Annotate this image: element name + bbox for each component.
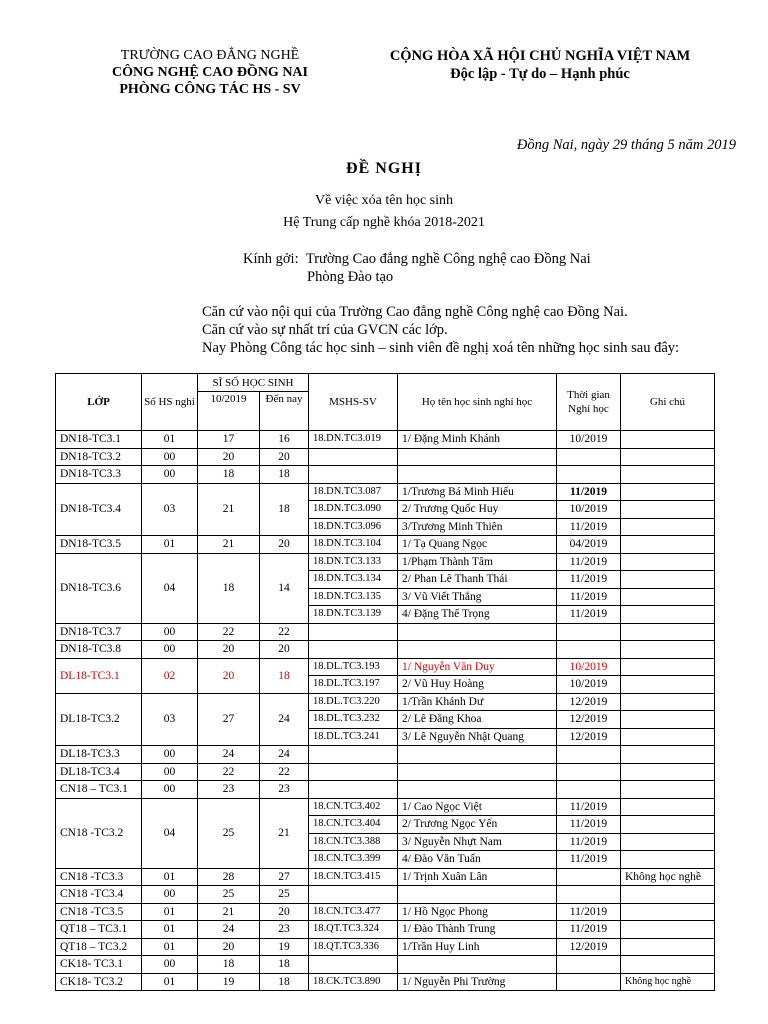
- class-cell: DL18-TC3.4: [56, 763, 142, 781]
- school-line-1: TRƯỜNG CAO ĐẲNG NGHỀ: [120, 48, 300, 63]
- leave-time-cell: [557, 746, 621, 764]
- leave-time-cell: 11/2019: [557, 816, 621, 834]
- absent-count-cell: 01: [142, 973, 198, 991]
- table-row: [56, 868, 715, 886]
- absent-count-cell: 01: [142, 921, 198, 939]
- note-cell: [621, 571, 715, 589]
- table-row: [56, 658, 715, 676]
- student-id-cell: [309, 641, 398, 659]
- student-id-cell: 18.DN.TC3.133: [309, 553, 398, 571]
- leave-time-cell: 11/2019: [557, 606, 621, 624]
- leave-time-cell: [557, 868, 621, 886]
- absent-count-cell: 00: [142, 886, 198, 904]
- table-row: [56, 781, 715, 799]
- enrolled-now-cell: 18: [260, 658, 309, 693]
- student-name-cell: [398, 763, 557, 781]
- enrolled-now-cell: 25: [260, 886, 309, 904]
- leave-time-cell: 11/2019: [557, 903, 621, 921]
- note-cell: [621, 431, 715, 449]
- absent-count-cell: 02: [142, 658, 198, 693]
- enrolled-now-cell: 19: [260, 938, 309, 956]
- student-name-cell: 3/ Nguyễn Nhựt Nam: [398, 833, 557, 851]
- note-cell: [621, 728, 715, 746]
- student-name-cell: 1/Trương Bá Minh Hiếu: [398, 483, 557, 501]
- class-cell: CK18- TC3.2: [56, 973, 142, 991]
- table-row: [56, 466, 715, 484]
- note-cell: [621, 676, 715, 694]
- col-header-si-so: SĨ SỐ HỌC SINH: [198, 374, 309, 392]
- student-id-cell: 18.DL.TC3.241: [309, 728, 398, 746]
- absent-count-cell: 03: [142, 483, 198, 536]
- header-right: [365, 47, 715, 83]
- student-name-cell: [398, 781, 557, 799]
- table-row: [56, 798, 715, 816]
- col-header-10-2019: 10/2019: [198, 392, 260, 431]
- note-cell: [621, 518, 715, 536]
- table-row: [56, 431, 715, 449]
- student-name-cell: [398, 956, 557, 974]
- note-cell: [621, 448, 715, 466]
- student-id-cell: 18.DN.TC3.104: [309, 536, 398, 554]
- enrolled-oct-cell: 24: [198, 921, 260, 939]
- student-id-cell: 18.DN.TC3.090: [309, 501, 398, 519]
- note-cell: [621, 781, 715, 799]
- enrolled-oct-cell: 17: [198, 431, 260, 449]
- student-id-cell: 18.CN.TC3.402: [309, 798, 398, 816]
- department-line: PHÒNG CÔNG TÁC HS - SV: [119, 82, 301, 97]
- enrolled-oct-cell: 22: [198, 763, 260, 781]
- absent-count-cell: 04: [142, 553, 198, 623]
- student-id-cell: 18.DN.TC3.087: [309, 483, 398, 501]
- table-row: [56, 641, 715, 659]
- note-cell: [621, 553, 715, 571]
- absent-count-cell: 00: [142, 448, 198, 466]
- addressee-1: Trường Cao đẳng nghề Công nghệ cao Đồng Nai: [305, 251, 591, 267]
- class-cell: CN18 -TC3.3: [56, 868, 142, 886]
- enrolled-oct-cell: 21: [198, 536, 260, 554]
- student-id-cell: [309, 746, 398, 764]
- leave-time-cell: 10/2019: [557, 501, 621, 519]
- enrolled-now-cell: 18: [260, 483, 309, 536]
- student-name-cell: 3/ Vũ Viết Thắng: [398, 588, 557, 606]
- enrolled-oct-cell: 27: [198, 693, 260, 746]
- class-cell: QT18 – TC3.1: [56, 921, 142, 939]
- leave-time-cell: [557, 448, 621, 466]
- student-name-cell: 1/ Trịnh Xuân Lân: [398, 868, 557, 886]
- student-name-cell: 1/ Hồ Ngọc Phong: [398, 903, 557, 921]
- enrolled-oct-cell: 20: [198, 658, 260, 693]
- class-cell: DN18-TC3.6: [56, 553, 142, 623]
- student-id-cell: [309, 623, 398, 641]
- national-title: CỘNG HÒA XÃ HỘI CHỦ NGHĨA VIỆT NAM: [389, 48, 691, 64]
- student-id-cell: 18.QT.TC3.336: [309, 938, 398, 956]
- leave-time-cell: [557, 973, 621, 991]
- table-body: [56, 431, 715, 991]
- class-cell: DN18-TC3.4: [56, 483, 142, 536]
- absent-count-cell: 01: [142, 868, 198, 886]
- note-cell: [621, 886, 715, 904]
- note-cell: [621, 833, 715, 851]
- enrolled-now-cell: 20: [260, 448, 309, 466]
- enrolled-oct-cell: 20: [198, 641, 260, 659]
- leave-time-cell: [557, 763, 621, 781]
- student-name-cell: 2/ Trương Ngọc Yến: [398, 816, 557, 834]
- enrolled-oct-cell: 18: [198, 466, 260, 484]
- addressee-2: Phòng Đào tạo: [307, 269, 394, 285]
- class-cell: DN18-TC3.2: [56, 448, 142, 466]
- class-cell: DL18-TC3.1: [56, 658, 142, 693]
- class-cell: CN18 -TC3.5: [56, 903, 142, 921]
- table-row: [56, 448, 715, 466]
- leave-time-cell: [557, 886, 621, 904]
- note-cell: [621, 956, 715, 974]
- note-cell: [621, 746, 715, 764]
- student-name-cell: 4/ Đào Văn Tuấn: [398, 851, 557, 869]
- note-cell: [621, 693, 715, 711]
- student-id-cell: 18.DN.TC3.019: [309, 431, 398, 449]
- enrolled-oct-cell: 19: [198, 973, 260, 991]
- note-cell: Không học nghề: [621, 868, 715, 886]
- student-name-cell: 1/ Tạ Quang Ngọc: [398, 536, 557, 554]
- table-row: [56, 746, 715, 764]
- enrolled-now-cell: 24: [260, 693, 309, 746]
- note-cell: [621, 903, 715, 921]
- date-line: Đồng Nai, ngày 29 tháng 5 năm 2019: [516, 137, 736, 153]
- student-id-cell: [309, 886, 398, 904]
- enrolled-oct-cell: 21: [198, 903, 260, 921]
- note-cell: [621, 466, 715, 484]
- leave-time-cell: [557, 623, 621, 641]
- student-id-cell: 18.DN.TC3.096: [309, 518, 398, 536]
- absent-count-cell: 00: [142, 763, 198, 781]
- leave-time-cell: 11/2019: [557, 588, 621, 606]
- col-header-lop: LỚP: [56, 374, 142, 431]
- leave-time-cell: 12/2019: [557, 711, 621, 729]
- note-cell: [621, 711, 715, 729]
- class-cell: DL18-TC3.3: [56, 746, 142, 764]
- student-name-cell: [398, 746, 557, 764]
- student-name-cell: [398, 466, 557, 484]
- basis-line-3: Nay Phòng Công tác học sinh – sinh viên đề nghị xoá tên những học sinh sau đây:: [202, 340, 680, 356]
- absent-count-cell: 00: [142, 956, 198, 974]
- student-id-cell: 18.CN.TC3.404: [309, 816, 398, 834]
- leave-time-cell: 12/2019: [557, 938, 621, 956]
- enrolled-now-cell: 18: [260, 956, 309, 974]
- leave-time-cell: 11/2019: [557, 553, 621, 571]
- addressee-label: Kính gởi:: [243, 251, 299, 267]
- enrolled-oct-cell: 22: [198, 623, 260, 641]
- student-id-cell: 18.CN.TC3.415: [309, 868, 398, 886]
- student-name-cell: 3/Trương Minh Thiên: [398, 518, 557, 536]
- student-name-cell: [398, 641, 557, 659]
- table-row: [56, 956, 715, 974]
- leave-time-cell: 11/2019: [557, 851, 621, 869]
- absent-count-cell: 03: [142, 693, 198, 746]
- student-name-cell: 1/Trần Khánh Dư: [398, 693, 557, 711]
- enrolled-now-cell: 18: [260, 973, 309, 991]
- student-removal-table: [55, 373, 715, 991]
- table-row: [56, 763, 715, 781]
- note-cell: [621, 938, 715, 956]
- student-id-cell: 18.DL.TC3.220: [309, 693, 398, 711]
- student-id-cell: 18.CN.TC3.388: [309, 833, 398, 851]
- student-name-cell: 1/Phạm Thành Tâm: [398, 553, 557, 571]
- national-motto: Độc lập - Tự do – Hạnh phúc: [450, 66, 630, 82]
- enrolled-oct-cell: 24: [198, 746, 260, 764]
- student-name-cell: 1/ Đặng Minh Khánh: [398, 431, 557, 449]
- note-cell: [621, 763, 715, 781]
- leave-time-cell: 11/2019: [557, 571, 621, 589]
- absent-count-cell: 00: [142, 623, 198, 641]
- basis-line-1: Căn cứ vào nội qui của Trường Cao đẳng nghề Công nghệ cao Đồng Nai.: [202, 304, 628, 320]
- enrolled-now-cell: 21: [260, 798, 309, 868]
- enrolled-oct-cell: 25: [198, 886, 260, 904]
- note-cell: [621, 798, 715, 816]
- enrolled-oct-cell: 28: [198, 868, 260, 886]
- student-name-cell: 1/ Đào Thành Trung: [398, 921, 557, 939]
- class-cell: CN18 -TC3.4: [56, 886, 142, 904]
- table-row: [56, 483, 715, 501]
- col-header-mshs: MSHS-SV: [309, 374, 398, 431]
- student-id-cell: 18.DL.TC3.193: [309, 658, 398, 676]
- enrolled-oct-cell: 18: [198, 956, 260, 974]
- student-name-cell: 2/ Vũ Huy Hoàng: [398, 676, 557, 694]
- table-row: [56, 903, 715, 921]
- student-name-cell: 3/ Lê Nguyễn Nhật Quang: [398, 728, 557, 746]
- document-title: ĐỀ NGHỊ: [346, 160, 422, 177]
- enrolled-now-cell: 20: [260, 903, 309, 921]
- student-id-cell: 18.CK.TC3.890: [309, 973, 398, 991]
- header-left: [60, 47, 360, 98]
- leave-time-cell: 10/2019: [557, 431, 621, 449]
- table-row: [56, 553, 715, 571]
- enrolled-now-cell: 24: [260, 746, 309, 764]
- student-id-cell: 18.DL.TC3.197: [309, 676, 398, 694]
- leave-time-cell: 04/2019: [557, 536, 621, 554]
- student-name-cell: 2/ Trương Quốc Huy: [398, 501, 557, 519]
- student-name-cell: 1/ Nguyễn Văn Duy: [398, 658, 557, 676]
- note-cell: [621, 588, 715, 606]
- enrolled-oct-cell: 18: [198, 553, 260, 623]
- class-cell: DN18-TC3.8: [56, 641, 142, 659]
- subject-line-1: Về việc xóa tên học sinh: [314, 193, 453, 208]
- student-name-cell: 2/ Phan Lê Thanh Thái: [398, 571, 557, 589]
- absent-count-cell: 00: [142, 641, 198, 659]
- note-cell: Không học nghề: [621, 973, 715, 991]
- table-row: [56, 921, 715, 939]
- student-id-cell: 18.CN.TC3.399: [309, 851, 398, 869]
- enrolled-now-cell: 23: [260, 781, 309, 799]
- student-id-cell: [309, 956, 398, 974]
- leave-time-cell: 11/2019: [557, 833, 621, 851]
- basis-block: [202, 303, 679, 357]
- table-row: [56, 886, 715, 904]
- enrolled-now-cell: 23: [260, 921, 309, 939]
- leave-time-cell: 11/2019: [557, 798, 621, 816]
- student-name-cell: [398, 448, 557, 466]
- note-cell: [621, 536, 715, 554]
- leave-time-cell: 11/2019: [557, 921, 621, 939]
- note-cell: [621, 658, 715, 676]
- note-cell: [621, 606, 715, 624]
- absent-count-cell: 01: [142, 903, 198, 921]
- enrolled-oct-cell: 21: [198, 483, 260, 536]
- table-row: [56, 938, 715, 956]
- class-cell: DN18-TC3.3: [56, 466, 142, 484]
- leave-time-cell: [557, 956, 621, 974]
- enrolled-now-cell: 20: [260, 536, 309, 554]
- class-cell: DN18-TC3.7: [56, 623, 142, 641]
- student-name-cell: [398, 886, 557, 904]
- student-name-cell: [398, 623, 557, 641]
- table-row: [56, 623, 715, 641]
- leave-time-cell: 12/2019: [557, 693, 621, 711]
- enrolled-oct-cell: 20: [198, 938, 260, 956]
- student-id-cell: 18.DL.TC3.232: [309, 711, 398, 729]
- leave-time-cell: 11/2019: [557, 483, 621, 501]
- basis-line-2: Căn cứ vào sự nhất trí của GVCN các lớp.: [202, 322, 448, 338]
- note-cell: [621, 851, 715, 869]
- enrolled-now-cell: 20: [260, 641, 309, 659]
- note-cell: [621, 623, 715, 641]
- leave-time-cell: [557, 781, 621, 799]
- enrolled-now-cell: 18: [260, 466, 309, 484]
- class-cell: QT18 – TC3.2: [56, 938, 142, 956]
- student-name-cell: 2/ Lê Đăng Khoa: [398, 711, 557, 729]
- leave-time-cell: 10/2019: [557, 676, 621, 694]
- class-cell: CK18- TC3.1: [56, 956, 142, 974]
- absent-count-cell: 00: [142, 781, 198, 799]
- table-row: [56, 536, 715, 554]
- table-row: [56, 693, 715, 711]
- absent-count-cell: 01: [142, 536, 198, 554]
- class-cell: DN18-TC3.5: [56, 536, 142, 554]
- student-id-cell: 18.CN.TC3.477: [309, 903, 398, 921]
- note-cell: [621, 921, 715, 939]
- student-name-cell: 1/ Cao Ngọc Việt: [398, 798, 557, 816]
- enrolled-now-cell: 16: [260, 431, 309, 449]
- enrolled-now-cell: 14: [260, 553, 309, 623]
- class-cell: DL18-TC3.2: [56, 693, 142, 746]
- student-id-cell: 18.DN.TC3.135: [309, 588, 398, 606]
- col-header-thoi-gian: Thời gian Nghỉ học: [557, 374, 621, 431]
- leave-time-cell: 12/2019: [557, 728, 621, 746]
- student-name-cell: 1/Trần Huy Linh: [398, 938, 557, 956]
- enrolled-now-cell: 22: [260, 623, 309, 641]
- col-header-so-hs-nghi: Số HS nghỉ: [142, 374, 198, 431]
- enrolled-oct-cell: 25: [198, 798, 260, 868]
- addressee-block: [243, 250, 591, 286]
- student-name-cell: 4/ Đặng Thế Trọng: [398, 606, 557, 624]
- class-cell: CN18 – TC3.1: [56, 781, 142, 799]
- leave-time-cell: 11/2019: [557, 518, 621, 536]
- note-cell: [621, 816, 715, 834]
- school-line-2: CÔNG NGHỆ CAO ĐỒNG NAI: [111, 65, 308, 80]
- student-id-cell: [309, 781, 398, 799]
- class-cell: DN18-TC3.1: [56, 431, 142, 449]
- student-id-cell: [309, 466, 398, 484]
- col-header-ho-ten: Họ tên học sinh nghỉ học: [398, 374, 557, 431]
- enrolled-now-cell: 22: [260, 763, 309, 781]
- enrolled-oct-cell: 20: [198, 448, 260, 466]
- student-name-cell: 1/ Nguyễn Phi Trường: [398, 973, 557, 991]
- absent-count-cell: 00: [142, 466, 198, 484]
- class-cell: CN18 -TC3.2: [56, 798, 142, 868]
- leave-time-cell: [557, 466, 621, 484]
- enrolled-oct-cell: 23: [198, 781, 260, 799]
- note-cell: [621, 501, 715, 519]
- absent-count-cell: 01: [142, 431, 198, 449]
- leave-time-cell: [557, 641, 621, 659]
- col-header-ghi-chu: Ghi chú: [621, 374, 715, 431]
- col-header-den-nay: Đến nay: [260, 392, 309, 431]
- note-cell: [621, 483, 715, 501]
- student-id-cell: 18.DN.TC3.134: [309, 571, 398, 589]
- student-id-cell: [309, 448, 398, 466]
- absent-count-cell: 01: [142, 938, 198, 956]
- table-row: [56, 973, 715, 991]
- absent-count-cell: 04: [142, 798, 198, 868]
- absent-count-cell: 00: [142, 746, 198, 764]
- note-cell: [621, 641, 715, 659]
- leave-time-cell: 10/2019: [557, 658, 621, 676]
- student-id-cell: 18.QT.TC3.324: [309, 921, 398, 939]
- student-id-cell: 18.DN.TC3.139: [309, 606, 398, 624]
- subject-line-2: Hệ Trung cấp nghề khóa 2018-2021: [283, 215, 485, 230]
- student-id-cell: [309, 763, 398, 781]
- enrolled-now-cell: 27: [260, 868, 309, 886]
